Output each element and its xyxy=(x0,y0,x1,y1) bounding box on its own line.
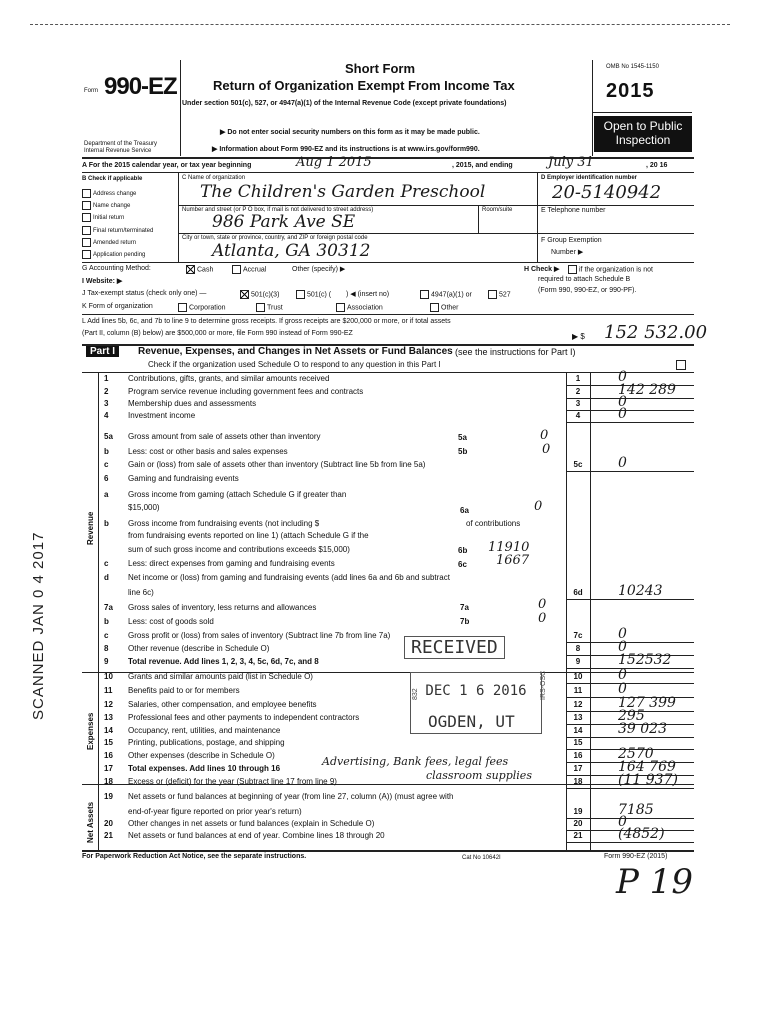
line-description: sum of such gross income and contributions exceeds $15,000) xyxy=(128,545,350,554)
line-amount[interactable]: 7185 xyxy=(618,802,654,818)
stamp-date: DEC 1 6 2016 xyxy=(425,683,527,699)
line-box-number: 21 xyxy=(573,831,583,840)
line17-handnote: classroom supplies xyxy=(426,769,532,782)
line-box-number: 4 xyxy=(575,411,581,420)
line-box-number: 17 xyxy=(573,764,583,773)
line-amount[interactable]: 0 xyxy=(618,406,627,422)
line-amount[interactable]: 10243 xyxy=(618,583,663,599)
line-number: 8 xyxy=(104,644,109,653)
line-rule xyxy=(566,422,694,423)
line-box-number: 3 xyxy=(575,399,581,408)
line-number: 7a xyxy=(104,603,113,612)
irs-label: Internal Revenue Service xyxy=(84,148,152,154)
line-rule xyxy=(566,683,694,684)
line-description: Less: direct expenses from gaming and fundraising events xyxy=(128,559,335,568)
inner-7a-label: 7a xyxy=(460,603,469,612)
insert-no-label: ) ◀ (insert no) xyxy=(346,291,390,298)
line-description: Printing, publications, postage, and shipping xyxy=(128,738,285,747)
line-number: 15 xyxy=(104,738,113,747)
ssn-warning: ▶ Do not enter social security numbers on this form as it may be made public. xyxy=(220,129,480,136)
line-a-year: , 20 16 xyxy=(646,162,668,169)
line-number: 13 xyxy=(104,713,113,722)
line-box-number: 16 xyxy=(573,751,583,760)
line-description: Gross amount from sale of assets other than inventory xyxy=(128,432,321,441)
scan-edge-line xyxy=(30,24,730,25)
line-box-number: 18 xyxy=(573,777,583,786)
check-b-list xyxy=(82,188,153,261)
ein-label: D Employer identification number xyxy=(541,175,638,181)
line-number: 10 xyxy=(104,672,113,681)
line-number: c xyxy=(104,631,109,640)
org-name-value[interactable]: The Children's Garden Preschool xyxy=(200,182,486,202)
status-501c3-checkbox[interactable]: 501(c)(3) xyxy=(240,290,279,299)
line-description: Gross sales of inventory, less returns and allowances xyxy=(128,603,317,612)
phone-label: E Telephone number xyxy=(541,207,606,214)
line-number: d xyxy=(104,573,109,582)
inner-6c-value[interactable]: 1667 xyxy=(496,553,530,568)
room-label: Room/suite xyxy=(482,207,513,213)
line-number: b xyxy=(104,617,109,626)
inner-7b-value[interactable]: 0 xyxy=(538,611,547,626)
application-pending-checkbox[interactable]: Application pending xyxy=(82,249,153,261)
accrual-checkbox[interactable]: Accrual xyxy=(232,265,266,274)
line-number: a xyxy=(104,490,109,499)
inner-6b-value[interactable]: 11910 xyxy=(488,540,530,555)
line-rule xyxy=(566,842,694,843)
line-description: Other changes in net assets or fund balances (explain in Schedule O) xyxy=(128,819,375,828)
line-description: Excess or (deficit) for the year (Subtract line 17 from line 9) xyxy=(128,777,337,786)
inner-6b-label: 6b xyxy=(458,546,468,555)
corporation-checkbox[interactable]: Corporation xyxy=(178,303,226,312)
line-box-number: 11 xyxy=(573,686,583,695)
line-description: Other expenses (describe in Schedule O) xyxy=(128,751,275,760)
line-number: 12 xyxy=(104,700,113,709)
line-number: 5a xyxy=(104,432,113,441)
inner-5a-label: 5a xyxy=(458,433,467,442)
line-description: end-of-year figure reported on prior year's return) xyxy=(128,807,302,816)
schedule-o-check-text: Check if the organization used Schedule O to respond to any question in this Part I xyxy=(148,360,441,369)
line-h-label: H Check ▶ xyxy=(524,266,560,273)
line-number: 2 xyxy=(104,387,109,396)
gross-receipts-value[interactable]: 152 532.00 xyxy=(604,322,708,343)
tax-year: 2015 xyxy=(606,80,655,102)
scanned-stamp: SCANNED JAN 0 4 2017 xyxy=(30,531,47,720)
line-amount[interactable]: 39 023 xyxy=(618,721,667,737)
trust-checkbox[interactable]: Trust xyxy=(256,303,283,312)
open-public-box xyxy=(594,116,692,152)
line-description: Net assets or fund balances at beginning of year (from line 27, column (A)) (must agree with xyxy=(128,792,454,801)
line-description: Less: cost or other basis and sales expenses xyxy=(128,447,288,456)
line-amount[interactable]: 0 xyxy=(618,681,627,697)
line-box-number: 8 xyxy=(575,644,581,653)
line-description: Benefits paid to or for members xyxy=(128,686,240,695)
info-line: ▶ Information about Form 990-EZ and its instructions is at www.irs.gov/form990. xyxy=(212,146,480,153)
line-description: line 6c) xyxy=(128,588,154,597)
footer-form: Form 990-EZ (2015) xyxy=(604,853,668,860)
line-description: Less: cost of goods sold xyxy=(128,617,214,626)
ein-value[interactable]: 20-5140942 xyxy=(552,182,662,203)
line-description: Gaming and fundraising events xyxy=(128,474,239,483)
expenses-side-label: Expenses xyxy=(86,712,95,750)
line-description: Professional fees and other payments to independent contractors xyxy=(128,713,360,722)
line-number: c xyxy=(104,559,109,568)
cash-checkbox[interactable]: Cash xyxy=(186,265,213,274)
line-description: Total revenue. Add lines 1, 2, 3, 4, 5c, 6d, 7c, and 8 xyxy=(128,657,319,666)
line-rule xyxy=(566,471,694,472)
line16-handnote: Advertising, Bank fees, legal fees xyxy=(322,755,509,768)
line-box-number: 13 xyxy=(573,713,583,722)
line-number: 19 xyxy=(104,792,113,801)
line-box-number: 2 xyxy=(575,387,581,396)
open-public-label: Open to Public xyxy=(603,119,683,133)
line-number: 21 xyxy=(104,831,113,840)
line-description: Net income or (loss) from gaming and fundraising events (add lines 6a and 6b and subtract xyxy=(128,573,450,582)
line-amount[interactable]: 164 769 xyxy=(618,759,676,775)
line-h-checkbox[interactable]: if the organization is not xyxy=(568,265,653,274)
line-description: Salaries, other compensation, and employee benefits xyxy=(128,700,317,709)
line-number: 14 xyxy=(104,726,113,735)
line-box-number: 10 xyxy=(573,672,583,681)
line-number: 20 xyxy=(104,819,113,828)
line-number: b xyxy=(104,447,109,456)
org-name-label: C Name of organization xyxy=(182,175,246,181)
other-org-checkbox[interactable]: Other xyxy=(430,303,459,312)
tax-exempt-label: J Tax-exempt status (check only one) — xyxy=(82,290,207,297)
status-501c-checkbox[interactable]: 501(c) ( xyxy=(296,290,331,299)
line-description: Contributions, gifts, grants, and similar amounts received xyxy=(128,374,330,383)
line-description: Net assets or fund balances at end of year. Combine lines 18 through 20 xyxy=(128,831,385,840)
line-box-number: 5c xyxy=(573,460,583,469)
group-exemption-label: F Group Exemption xyxy=(541,237,602,244)
line-description: Membership dues and assessments xyxy=(128,399,257,408)
line-rule xyxy=(566,788,694,789)
line-amount[interactable]: 0 xyxy=(618,626,627,642)
line-l-arrow: ▶ $ xyxy=(572,332,585,341)
line-description: Gross income from gaming (attach Schedule G if greater than xyxy=(128,490,347,499)
initial-return-checkbox[interactable]: Initial return xyxy=(82,212,153,224)
tax-year-begin[interactable]: Aug 1 2015 xyxy=(296,155,372,170)
inspection-label: Inspection xyxy=(615,133,671,147)
line-description: Investment income xyxy=(128,411,196,420)
line-number: 9 xyxy=(104,657,109,666)
line-number: 4 xyxy=(104,411,109,420)
line-description: $15,000) xyxy=(128,503,160,512)
line-amount[interactable]: 0 xyxy=(618,394,627,410)
dept-treasury: Department of the Treasury xyxy=(84,141,158,147)
revenue-side-label: Revenue xyxy=(86,511,95,545)
part-i-see: (see the instructions for Part I) xyxy=(455,347,576,357)
inner-5a-value[interactable]: 0 xyxy=(540,428,549,443)
line-number: 16 xyxy=(104,751,113,760)
line-description: Occupancy, rent, utilities, and maintenance xyxy=(128,726,281,735)
line-description: Grants and similar amounts paid (list in Schedule O) xyxy=(128,672,313,681)
inner-7a-value[interactable]: 0 xyxy=(538,597,547,612)
line-number: 6 xyxy=(104,474,109,483)
received-stamp: RECEIVED xyxy=(404,636,505,659)
tax-year-end[interactable]: July 31 xyxy=(548,155,594,170)
line-number: 11 xyxy=(104,686,113,695)
form-number: 990-EZ xyxy=(104,73,177,100)
line-description: Gross profit or (loss) from sales of inventory (Subtract line 7b from line 7a) xyxy=(128,631,391,640)
line-box-number: 1 xyxy=(575,374,581,383)
inner-6c-label: 6c xyxy=(458,560,467,569)
line-a-mid: , 2015, and ending xyxy=(452,162,513,169)
line-number: c xyxy=(104,460,109,469)
inner-6a-label: 6a xyxy=(460,506,469,515)
line-amount[interactable]: 0 xyxy=(618,455,627,471)
city-value[interactable]: Atlanta, GA 30312 xyxy=(212,241,371,261)
inner-7b-label: 7b xyxy=(460,617,470,626)
omb-number: OMB No 1545-1150 xyxy=(606,64,659,70)
line-rule xyxy=(566,642,694,643)
schedule-o-checkbox[interactable] xyxy=(676,360,686,370)
line-description: from fundraising events reported on line 1) (attach Schedule G if the xyxy=(128,531,369,540)
line-box-number: 20 xyxy=(573,819,583,828)
inner-6b-of-contrib: of contributions xyxy=(466,519,521,528)
line-amount[interactable]: 127 399 xyxy=(618,695,676,711)
line-amount[interactable]: 295 xyxy=(618,708,645,724)
line-rule xyxy=(566,668,694,669)
address-change-checkbox[interactable]: Address change xyxy=(82,188,153,200)
form-of-org-label: K Form of organization xyxy=(82,303,153,310)
line-amount[interactable]: (11 937) xyxy=(618,772,678,788)
line-box-number: 15 xyxy=(573,738,583,747)
inner-5b-label: 5b xyxy=(458,447,468,456)
line-amount[interactable]: 2570 xyxy=(618,746,654,762)
line-box-number: 12 xyxy=(573,700,583,709)
other-method-label: Other (specify) ▶ xyxy=(292,266,346,273)
line-amount[interactable]: 0 xyxy=(618,814,627,830)
line-description: Program service revenue including government fees and contracts xyxy=(128,387,364,396)
form-prefix: Form xyxy=(84,88,98,94)
line-l-text-2: (Part II, column (B) below) are $500,000 or more, file Form 990 instead of Form 990-EZ xyxy=(82,330,353,337)
city-label: City or town, state or province, country, and ZIP or foreign postal code xyxy=(182,235,368,241)
inner-6a-value[interactable]: 0 xyxy=(534,499,543,514)
line-box-number: 9 xyxy=(575,657,581,666)
name-change-checkbox[interactable]: Name change xyxy=(82,200,153,212)
website-label: I Website: ▶ xyxy=(82,278,123,285)
street-label: Number and street (or P O box, if mail is not delivered to street address) xyxy=(182,207,374,213)
line-amount[interactable]: 0 xyxy=(618,667,627,683)
line-description: Other revenue (describe in Schedule O) xyxy=(128,644,270,653)
line-l-text-1: L Add lines 5b, 6c, and 7b to line 9 to determine gross receipts. If gross receipts are $200,000 or more, or if total assets xyxy=(82,318,451,325)
check-if-applicable: B Check if applicable xyxy=(82,176,143,182)
net-assets-side-label: Net Assets xyxy=(86,801,95,843)
under-section: Under section 501(c), 527, or 4947(a)(1) of the Internal Revenue Code (except private foundations) xyxy=(182,100,507,107)
line-box-number: 7c xyxy=(573,631,583,640)
line-amount[interactable]: 142 289 xyxy=(618,382,676,398)
line-number: b xyxy=(104,519,109,528)
line-amount[interactable]: 152532 xyxy=(618,652,672,668)
line-number: 17 xyxy=(104,764,113,773)
footer-cat: Cat No 10642I xyxy=(462,855,501,861)
footer-paperwork: For Paperwork Reduction Act Notice, see the separate instructions. xyxy=(82,853,307,860)
line-description: Gross income from fundraising events (not including $ xyxy=(128,519,320,528)
line-box-number: 19 xyxy=(573,807,583,816)
inner-5b-value[interactable]: 0 xyxy=(542,442,551,457)
line-h-text-2: required to attach Schedule B xyxy=(538,276,631,283)
accounting-method-label: G Accounting Method: xyxy=(82,265,151,272)
line-rule xyxy=(566,599,694,600)
stamp-side-1: 832 xyxy=(412,688,419,700)
street-value[interactable]: 986 Park Ave SE xyxy=(212,212,356,232)
line-amount[interactable]: 0 xyxy=(618,369,627,385)
line-amount[interactable]: 0 xyxy=(618,639,627,655)
line-description: Total expenses. Add lines 10 through 16 xyxy=(128,764,281,773)
final-return-checkbox[interactable]: Final return/terminated xyxy=(82,225,153,237)
line-description: Gain or (loss) from sale of assets other than inventory (Subtract line 5b from line 5a) xyxy=(128,460,426,469)
form-title: Short Form xyxy=(345,61,416,76)
form-subtitle: Return of Organization Exempt From Income Tax xyxy=(213,78,515,93)
group-number-label: Number ▶ xyxy=(551,249,584,256)
line-amount[interactable]: (4852) xyxy=(618,826,665,842)
stamp-side-2: IRS-OSC xyxy=(540,670,547,700)
line-h-text-3: (Form 990, 990-EZ, or 990-PF). xyxy=(538,287,637,294)
page-mark: P 19 xyxy=(616,862,693,902)
stamp-city: OGDEN, UT xyxy=(428,712,515,731)
status-4947-checkbox[interactable]: 4947(a)(1) or xyxy=(420,290,472,299)
amended-return-checkbox[interactable]: Amended return xyxy=(82,237,153,249)
line-number: 18 xyxy=(104,777,113,786)
line-a-label: A For the 2015 calendar year, or tax year beginning xyxy=(82,162,252,169)
line-box-number: 6d xyxy=(573,588,583,597)
part-i-tag: Part I xyxy=(86,346,119,357)
association-checkbox[interactable]: Association xyxy=(336,303,383,312)
line-box-number: 14 xyxy=(573,726,583,735)
part-i-title: Revenue, Expenses, and Changes in Net Assets or Fund Balances xyxy=(138,346,453,357)
line-number: 3 xyxy=(104,399,109,408)
line-number: 1 xyxy=(104,374,109,383)
status-527-checkbox[interactable]: 527 xyxy=(488,290,511,299)
